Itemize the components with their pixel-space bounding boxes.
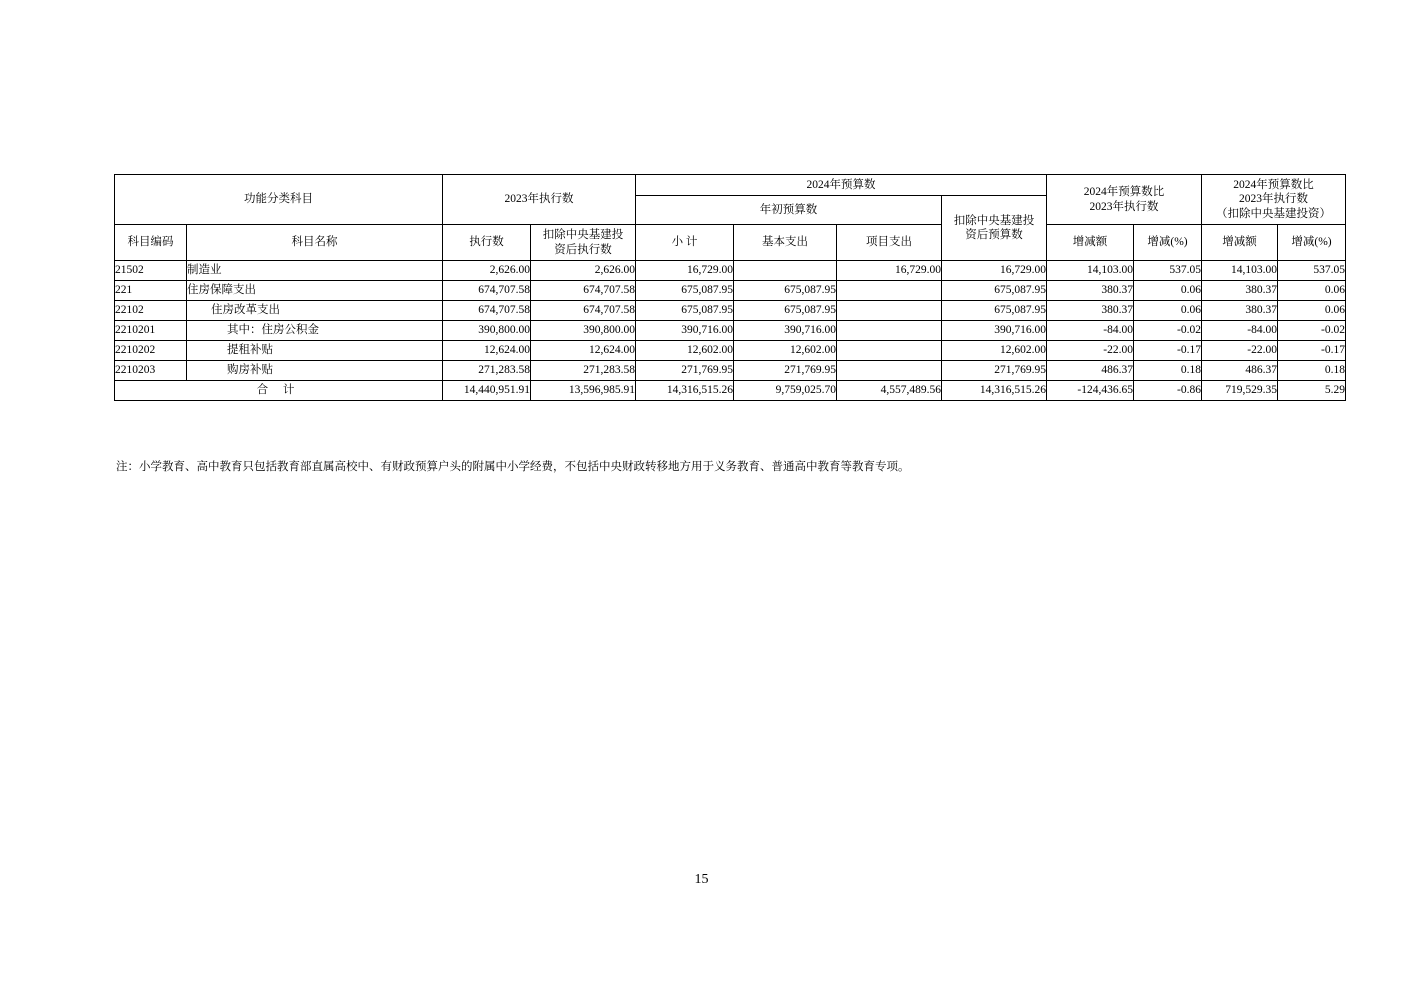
- cell-subject-name: 其中：住房公积金: [187, 320, 443, 340]
- table-row: [115, 360, 1346, 380]
- cell-subject-name: 购房补贴: [187, 360, 443, 380]
- cell-change-percent: 0.06: [1134, 300, 1202, 320]
- header-row-3: [115, 225, 1346, 261]
- cell-subject-name: 提租补贴: [187, 340, 443, 360]
- cell-exec: 390,800.00: [443, 320, 531, 340]
- table-footnote: 注：小学教育、高中教育只包括教育部直属高校中、有财政预算户头的附属中小学经费，不包括中央财政转移地方用于义务教育、普通高中教育等教育专项。: [116, 461, 910, 473]
- cell-change-amount-excl: 14,103.00: [1202, 260, 1278, 280]
- cell-project: [837, 340, 942, 360]
- cell-change-percent-excl: 537.05: [1278, 260, 1346, 280]
- header-2024-budget-group: 2024年预算数: [636, 175, 1047, 196]
- cell-change-amount: -22.00: [1047, 340, 1134, 360]
- cell-subject-code: 221: [115, 280, 187, 300]
- header-project-expenditure: 项目支出: [837, 225, 942, 261]
- cell-subtotal: 12,602.00: [636, 340, 734, 360]
- header-change-percent-excl: 增减(%): [1278, 225, 1346, 261]
- cell-change-percent-excl: -0.17: [1278, 340, 1346, 360]
- cell-total-change-percent: -0.86: [1134, 380, 1202, 400]
- cell-project: [837, 280, 942, 300]
- budget-table-container: [114, 174, 1345, 401]
- cell-change-percent: 537.05: [1134, 260, 1202, 280]
- cell-exec-excl: 674,707.58: [531, 280, 636, 300]
- cell-change-amount: 380.37: [1047, 280, 1134, 300]
- cell-basic: 675,087.95: [734, 300, 837, 320]
- header-compare-line2: 2023年执行数: [1089, 200, 1159, 213]
- cell-subtotal: 390,716.00: [636, 320, 734, 340]
- cell-change-percent-excl: 0.06: [1278, 300, 1346, 320]
- cell-budget-excl: 16,729.00: [942, 260, 1047, 280]
- header-change-amount-excl: 增减额: [1202, 225, 1278, 261]
- header-subject-code: 科目编码: [115, 225, 187, 261]
- table-row: [115, 260, 1346, 280]
- header-subtotal: 小 计: [636, 225, 734, 261]
- header-functional-group: 功能分类科目: [115, 175, 443, 225]
- header-change-percent: 增减(%): [1134, 225, 1202, 261]
- header-change-amount: 增减额: [1047, 225, 1134, 261]
- header-compare-line1: 2024年预算数比: [1083, 186, 1165, 199]
- cell-total-change-amount: -124,436.65: [1047, 380, 1134, 400]
- cell-total-budget-excl: 14,316,515.26: [942, 380, 1047, 400]
- cell-basic: 390,716.00: [734, 320, 837, 340]
- cell-subject-code: 22102: [115, 300, 187, 320]
- cell-subject-code: 2210202: [115, 340, 187, 360]
- table-row: [115, 280, 1346, 300]
- cell-subtotal: 675,087.95: [636, 280, 734, 300]
- cell-exec: 12,624.00: [443, 340, 531, 360]
- header-budget-excl-capital: [942, 196, 1047, 261]
- cell-project: [837, 360, 942, 380]
- cell-basic: 12,602.00: [734, 340, 837, 360]
- cell-subtotal: 271,769.95: [636, 360, 734, 380]
- table-body: [115, 260, 1346, 400]
- cell-change-amount: 380.37: [1047, 300, 1134, 320]
- header-budget-excl-line2: 资后预算数: [965, 229, 1023, 242]
- cell-total-exec: 14,440,951.91: [443, 380, 531, 400]
- cell-total-label: 合 计: [115, 380, 443, 400]
- table-total-row: [115, 380, 1346, 400]
- cell-exec-excl: 390,800.00: [531, 320, 636, 340]
- cell-exec: 674,707.58: [443, 300, 531, 320]
- cell-total-change-amount-excl: 719,529.35: [1202, 380, 1278, 400]
- cell-change-amount: -84.00: [1047, 320, 1134, 340]
- cell-subject-code: 21502: [115, 260, 187, 280]
- header-exec-excl-capital: [531, 225, 636, 261]
- cell-budget-excl: 675,087.95: [942, 280, 1047, 300]
- header-2023-exec-group: 2023年执行数: [443, 175, 636, 225]
- cell-total-exec-excl: 13,596,985.91: [531, 380, 636, 400]
- header-row-1: [115, 175, 1346, 196]
- cell-exec: 2,626.00: [443, 260, 531, 280]
- header-basic-expenditure: 基本支出: [734, 225, 837, 261]
- cell-change-percent: -0.17: [1134, 340, 1202, 360]
- cell-subject-code: 2210203: [115, 360, 187, 380]
- table-header: [115, 175, 1346, 261]
- cell-exec-excl: 271,283.58: [531, 360, 636, 380]
- cell-basic: [734, 260, 837, 280]
- header-budget-excl-line1: 扣除中央基建投: [953, 214, 1035, 227]
- cell-change-amount: 14,103.00: [1047, 260, 1134, 280]
- cell-change-percent-excl: 0.18: [1278, 360, 1346, 380]
- cell-total-subtotal: 14,316,515.26: [636, 380, 734, 400]
- cell-exec-excl: 12,624.00: [531, 340, 636, 360]
- cell-exec: 674,707.58: [443, 280, 531, 300]
- cell-basic: 271,769.95: [734, 360, 837, 380]
- cell-change-percent: 0.18: [1134, 360, 1202, 380]
- budget-table: [114, 174, 1346, 401]
- table-row: [115, 300, 1346, 320]
- header-year-begin-budget: 年初预算数: [636, 196, 942, 225]
- cell-change-amount-excl: 380.37: [1202, 280, 1278, 300]
- cell-change-percent-excl: -0.02: [1278, 320, 1346, 340]
- table-row: [115, 320, 1346, 340]
- cell-budget-excl: 390,716.00: [942, 320, 1047, 340]
- header-compare-excl-line1: 2024年预算数比: [1233, 179, 1314, 191]
- cell-change-percent: 0.06: [1134, 280, 1202, 300]
- header-subject-name: 科目名称: [187, 225, 443, 261]
- cell-subject-code: 2210201: [115, 320, 187, 340]
- header-compare-excl-line3: （扣除中央基建投资）: [1216, 207, 1331, 220]
- cell-total-project: 4,557,489.56: [837, 380, 942, 400]
- cell-exec-excl: 674,707.58: [531, 300, 636, 320]
- cell-total-basic: 9,759,025.70: [734, 380, 837, 400]
- cell-subject-name: 住房改革支出: [187, 300, 443, 320]
- header-compare-group: [1047, 175, 1202, 225]
- cell-budget-excl: 12,602.00: [942, 340, 1047, 360]
- cell-change-amount-excl: 380.37: [1202, 300, 1278, 320]
- cell-change-percent: -0.02: [1134, 320, 1202, 340]
- cell-change-amount: 486.37: [1047, 360, 1134, 380]
- cell-budget-excl: 675,087.95: [942, 300, 1047, 320]
- cell-change-amount-excl: -84.00: [1202, 320, 1278, 340]
- cell-exec: 271,283.58: [443, 360, 531, 380]
- cell-budget-excl: 271,769.95: [942, 360, 1047, 380]
- header-exec-excl-line2: 资后执行数: [554, 243, 612, 256]
- cell-total-change-percent-excl: 5.29: [1278, 380, 1346, 400]
- cell-change-amount-excl: 486.37: [1202, 360, 1278, 380]
- cell-change-amount-excl: -22.00: [1202, 340, 1278, 360]
- header-exec-excl-line1: 扣除中央基建投: [542, 229, 624, 242]
- cell-subject-name: 住房保障支出: [187, 280, 443, 300]
- cell-change-percent-excl: 0.06: [1278, 280, 1346, 300]
- cell-project: [837, 320, 942, 340]
- table-row: [115, 340, 1346, 360]
- cell-exec-excl: 2,626.00: [531, 260, 636, 280]
- header-compare-excl-group: [1202, 175, 1346, 225]
- cell-subject-name: 制造业: [187, 260, 443, 280]
- cell-basic: 675,087.95: [734, 280, 837, 300]
- header-compare-excl-line2: 2023年执行数: [1239, 193, 1308, 206]
- cell-subtotal: 16,729.00: [636, 260, 734, 280]
- page-number: 15: [694, 872, 709, 887]
- cell-subtotal: 675,087.95: [636, 300, 734, 320]
- header-exec-amount: 执行数: [443, 225, 531, 261]
- cell-project: 16,729.00: [837, 260, 942, 280]
- cell-project: [837, 300, 942, 320]
